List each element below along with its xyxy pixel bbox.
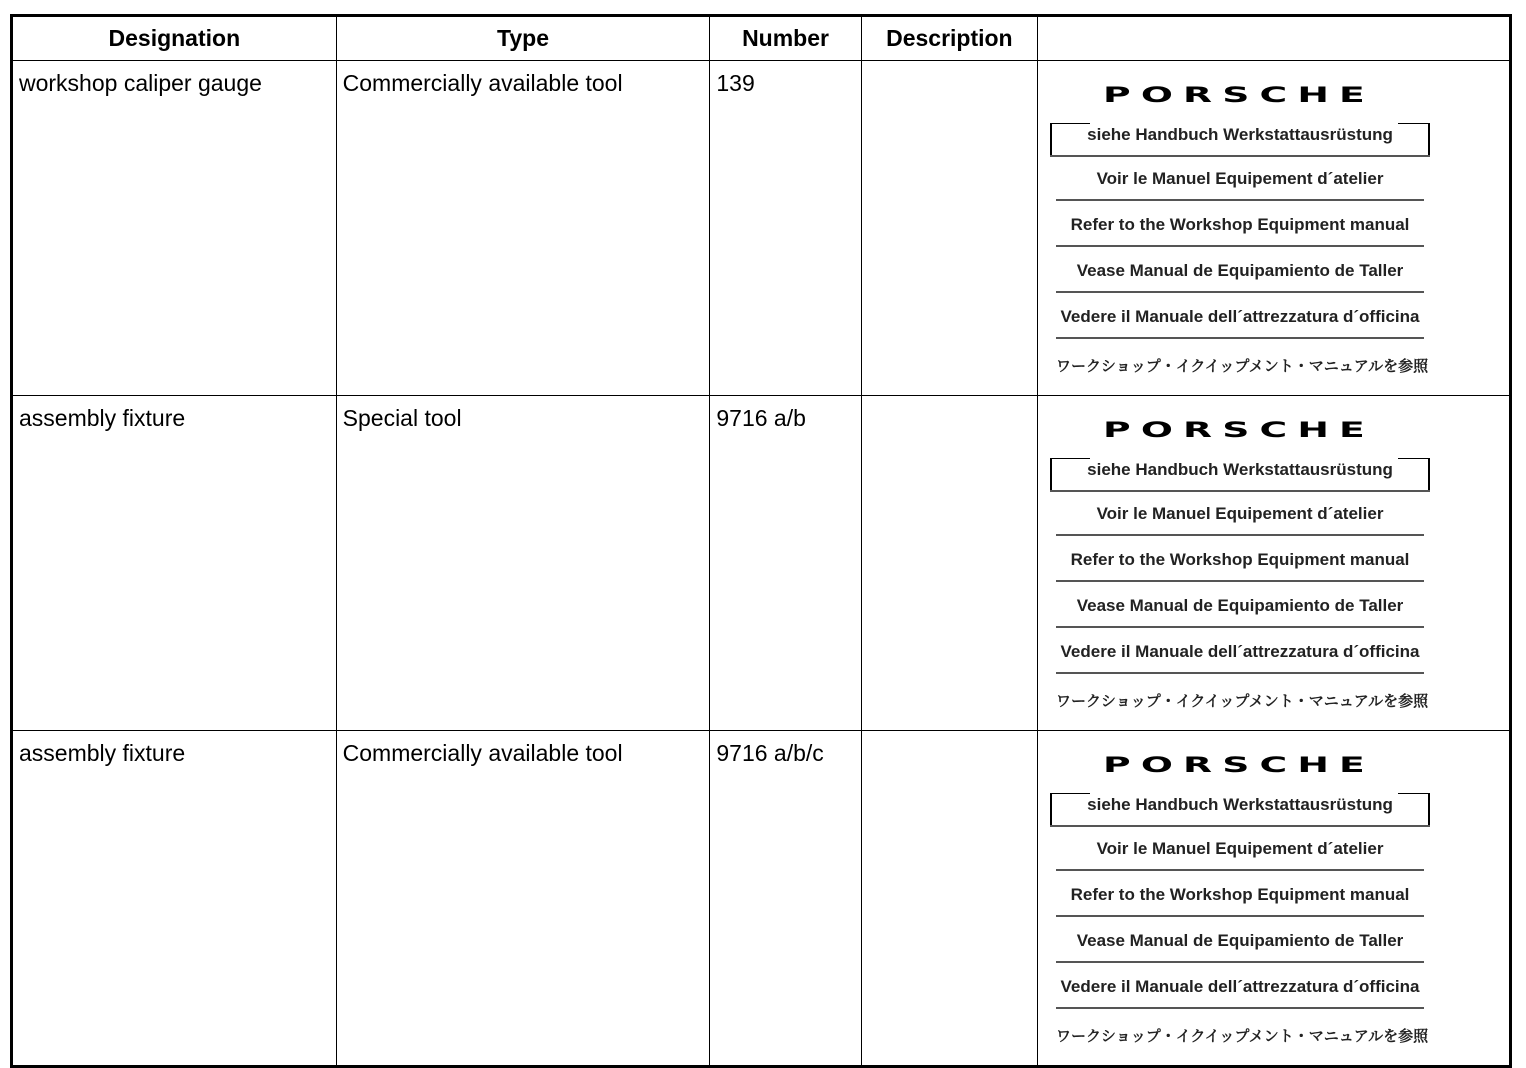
reference-line-text: Vease Manual de Equipamiento de Taller <box>1076 596 1404 615</box>
designation-cell: workshop caliper gauge <box>12 61 337 396</box>
table-body <box>12 61 1511 1067</box>
reference-line-text: Refer to the Workshop Equipment manual <box>1070 215 1410 234</box>
number-cell: 139 <box>710 61 861 396</box>
description-cell <box>861 731 1037 1067</box>
tools-table <box>10 14 1512 1068</box>
reference-line-text: Voir le Manuel Equipement d´atelier <box>1096 169 1384 188</box>
reference-line-text: ワークショップ・イクイップメント・マニュアルを参照 <box>1056 358 1429 375</box>
porsche-logo: PORSCHE <box>1103 418 1375 443</box>
reference-line <box>1056 490 1424 536</box>
reference-line-text: siehe Handbuch Werkstattausrüstung <box>1087 125 1393 144</box>
header-description: Description <box>861 16 1037 61</box>
header-designation: Designation <box>12 16 337 61</box>
number-cell: 9716 a/b <box>710 396 861 731</box>
reference-line <box>1056 582 1424 628</box>
reference-line <box>1056 293 1424 339</box>
header-type: Type <box>336 16 710 61</box>
designation-cell: assembly fixture <box>12 731 337 1067</box>
number-cell: 9716 a/b/c <box>710 731 861 1067</box>
reference-line-text: Vedere il Manuale dell´attrezzatura d´officina <box>1060 977 1420 996</box>
reference-line-text: Vease Manual de Equipamiento de Taller <box>1076 261 1404 280</box>
reference-line-text: Refer to the Workshop Equipment manual <box>1070 550 1410 569</box>
header-reference <box>1038 16 1511 61</box>
workshop-manual-reference <box>1050 418 1430 718</box>
table-row <box>12 396 1511 731</box>
reference-cell <box>1038 61 1511 396</box>
reference-line <box>1056 339 1429 385</box>
reference-line-text: Voir le Manuel Equipement d´atelier <box>1096 839 1384 858</box>
porsche-logo: PORSCHE <box>1103 83 1375 108</box>
reference-line <box>1050 450 1430 490</box>
reference-line <box>1056 871 1424 917</box>
reference-line-text: Voir le Manuel Equipement d´atelier <box>1096 504 1384 523</box>
reference-line <box>1050 785 1430 825</box>
reference-line <box>1056 155 1424 201</box>
description-cell <box>861 61 1037 396</box>
reference-line <box>1056 247 1424 293</box>
reference-line <box>1056 674 1429 720</box>
reference-line <box>1056 917 1424 963</box>
reference-line-text: siehe Handbuch Werkstattausrüstung <box>1087 460 1393 479</box>
reference-line <box>1056 628 1424 674</box>
reference-line-text: ワークショップ・イクイップメント・マニュアルを参照 <box>1056 1028 1429 1045</box>
reference-line-text: siehe Handbuch Werkstattausrüstung <box>1087 795 1393 814</box>
reference-line <box>1050 115 1430 155</box>
reference-cell <box>1038 396 1511 731</box>
reference-line <box>1056 1009 1429 1055</box>
reference-line-text: Vedere il Manuale dell´attrezzatura d´officina <box>1060 307 1420 326</box>
header-row <box>12 16 1511 61</box>
designation-cell: assembly fixture <box>12 396 337 731</box>
reference-line-text: Vease Manual de Equipamiento de Taller <box>1076 931 1404 950</box>
reference-line-text: Refer to the Workshop Equipment manual <box>1070 885 1410 904</box>
workshop-manual-reference <box>1050 83 1430 383</box>
table-row <box>12 731 1511 1067</box>
reference-cell <box>1038 731 1511 1067</box>
reference-line <box>1056 201 1424 247</box>
reference-line <box>1056 536 1424 582</box>
reference-line <box>1056 963 1424 1009</box>
type-cell: Special tool <box>336 396 710 731</box>
header-number: Number <box>710 16 861 61</box>
table-row <box>12 61 1511 396</box>
description-cell <box>861 396 1037 731</box>
type-cell: Commercially available tool <box>336 731 710 1067</box>
type-cell: Commercially available tool <box>336 61 710 396</box>
porsche-logo: PORSCHE <box>1103 753 1375 778</box>
reference-line-text: Vedere il Manuale dell´attrezzatura d´officina <box>1060 642 1420 661</box>
reference-line-text: ワークショップ・イクイップメント・マニュアルを参照 <box>1056 693 1429 710</box>
reference-line <box>1056 825 1424 871</box>
workshop-manual-reference <box>1050 753 1430 1053</box>
